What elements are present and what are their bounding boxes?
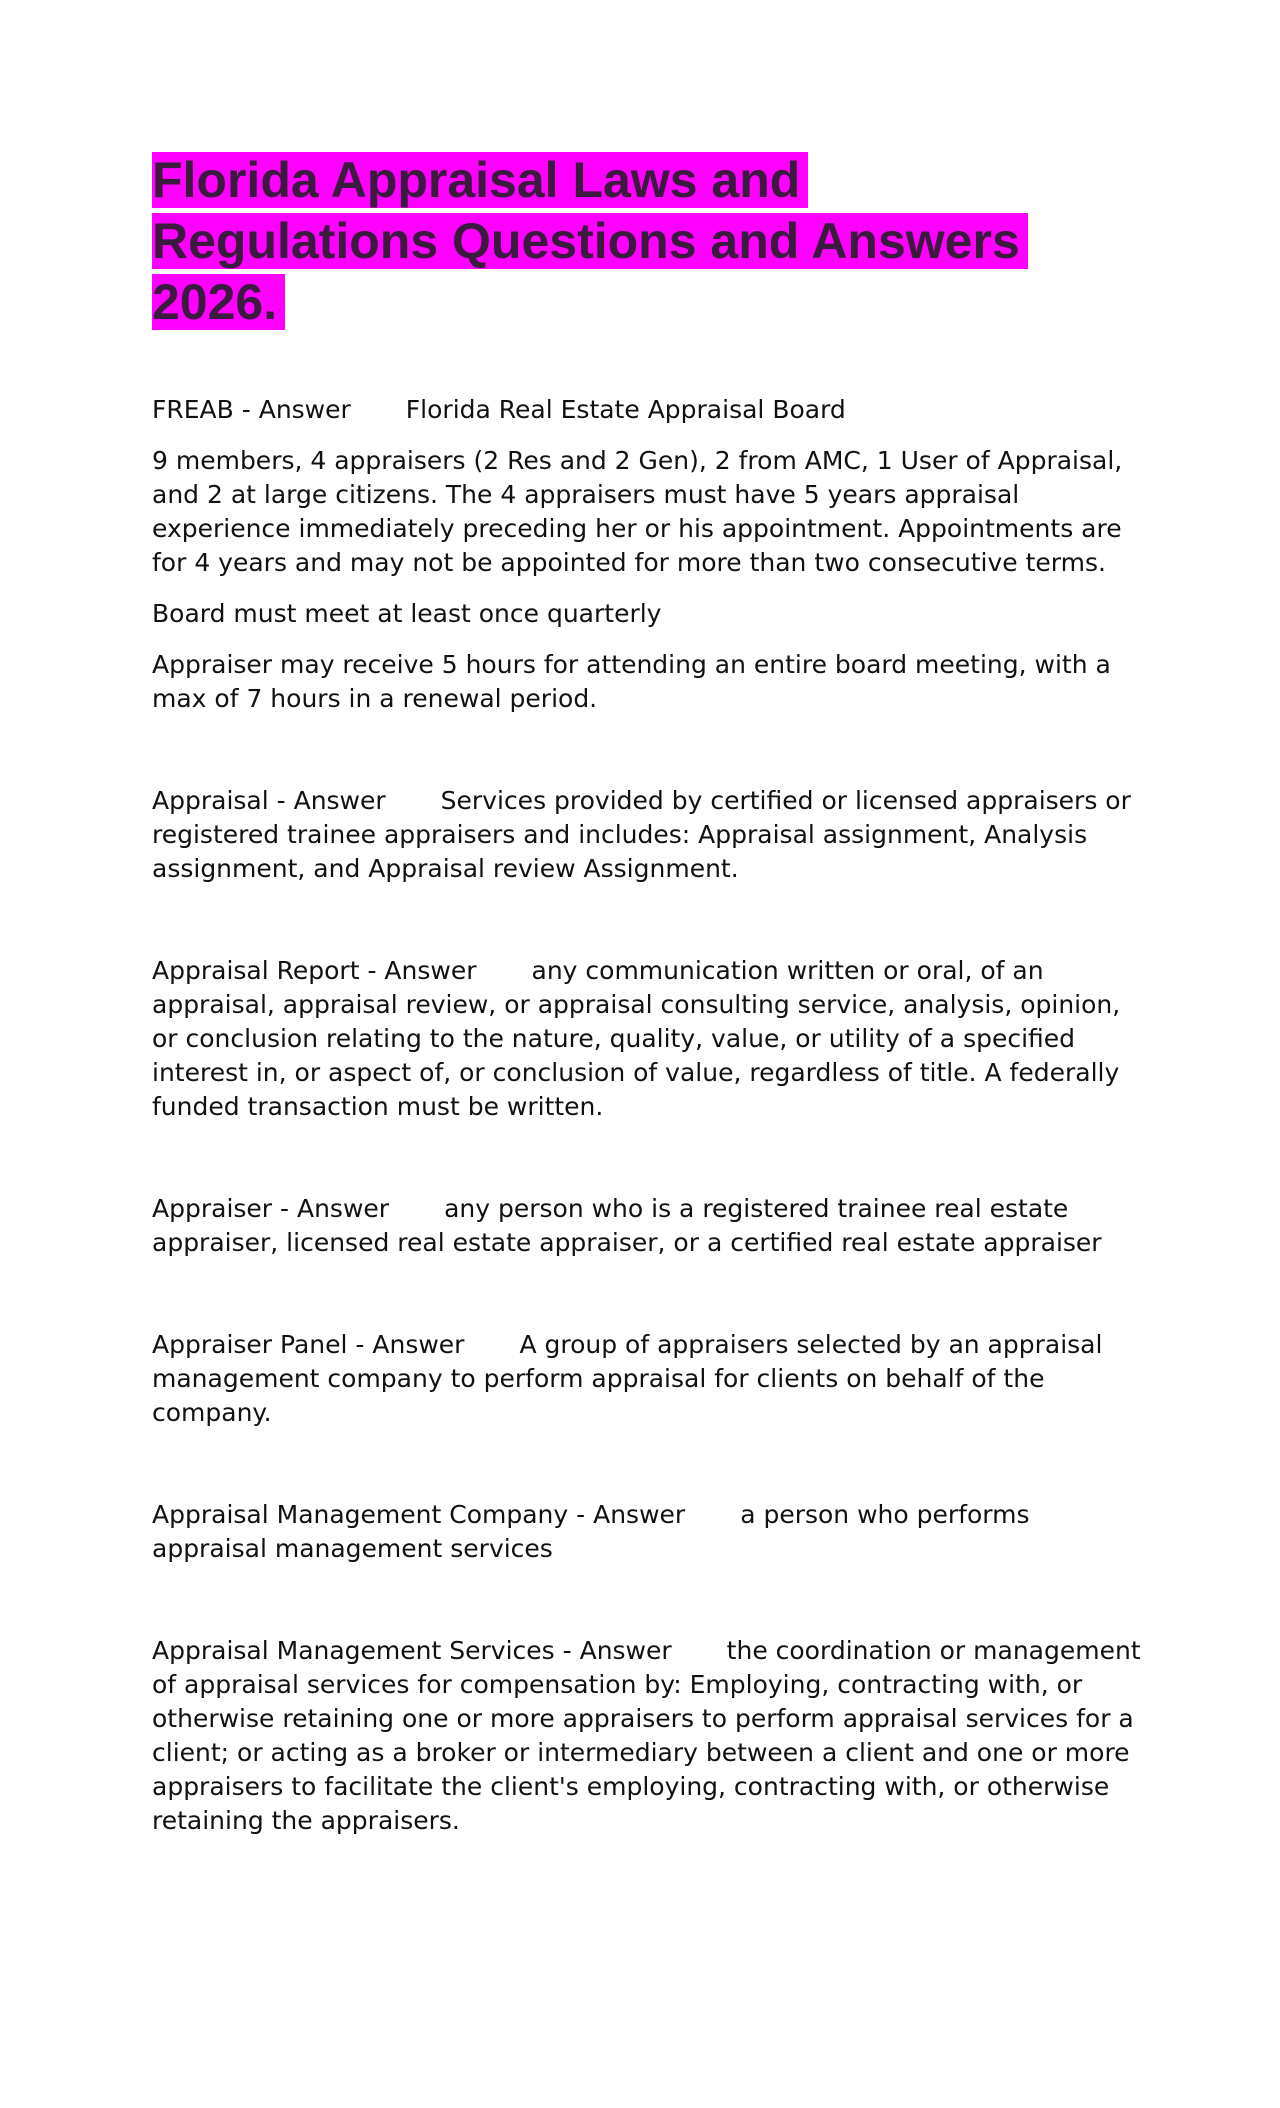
qa-line [152, 1328, 1142, 1430]
qa-line [152, 784, 1142, 886]
qa-definition: Services provided by certified or licensed appraisers or registered trainee appraisers and includes: Appraisal assignment, Analysis assignment, and Appraisal review Assignment. [152, 786, 1131, 883]
document-title [152, 150, 1142, 333]
qa-extra-paragraph: Appraiser may receive 5 hours for attending an entire board meeting, with a max of 7 hours in a renewal period. [152, 650, 1111, 713]
qa-entry-appraisal [152, 784, 1142, 886]
qa-entry-appraisal-report [152, 954, 1142, 1124]
qa-line [152, 1498, 1142, 1566]
qa-entry-appraisal-management-company [152, 1498, 1142, 1566]
qa-definition: any communication written or oral, of an appraisal, appraisal review, or appraisal consulting service, analysis, opinion, or conclusion relating to the nature, quality, value, or utility of a specified interest in, or aspect of, or conclusion of value, regardless of title. A federally funded transaction must be written. [152, 956, 1121, 1121]
qa-definition: the coordination or management of appraisal services for compensation by: Employing, contracting with, or otherwise retaining one or more appraisers to perform appraisal services for a client; or acting as a broker or intermediary between a client and one or more appraisers to facilitate the client's employing, contracting with, or otherwise retaining the appraisers. [152, 1636, 1141, 1835]
qa-definition: Florida Real Estate Appraisal Board [405, 395, 846, 424]
qa-extra-paragraph: 9 members, 4 appraisers (2 Res and 2 Gen), 2 from AMC, 1 User of Appraisal, and 2 at large citizens. The 4 appraisers must have 5 years appraisal experience immediately preceding her or his appointment. Appointments are for 4 years and may not be appointed for more than two consecutive terms. [152, 446, 1123, 577]
qa-definition: A group of appraisers selected by an appraisal management company to perform appraisal for clients on behalf of the company. [152, 1330, 1103, 1427]
qa-term: Appraisal Report - Answer [152, 956, 477, 985]
title-line-1: Florida Appraisal Laws and [152, 152, 808, 208]
qa-term: Appraisal Management Company - Answer [152, 1500, 686, 1529]
qa-definition: any person who is a registered trainee real estate appraiser, licensed real estate appraiser, or a certified real estate appraiser [152, 1194, 1102, 1257]
qa-line [152, 1634, 1142, 1838]
title-line-3: 2026. [152, 274, 285, 330]
qa-term: Appraiser - Answer [152, 1194, 390, 1223]
qa-extra-paragraph: Board must meet at least once quarterly [152, 599, 662, 628]
qa-line [152, 1192, 1142, 1260]
document-page [152, 150, 1142, 1855]
qa-entry-appraisal-management-services [152, 1634, 1142, 1838]
qa-entry-appraiser-panel [152, 1328, 1142, 1430]
qa-term: Appraiser Panel - Answer [152, 1330, 465, 1359]
qa-entry-appraiser [152, 1192, 1142, 1260]
qa-definition: a person who performs appraisal management services [152, 1500, 1030, 1563]
title-line-2: Regulations Questions and Answers [152, 213, 1028, 269]
qa-line [152, 393, 1142, 427]
qa-entry-freab [152, 393, 1142, 716]
qa-term: Appraisal - Answer [152, 786, 386, 815]
qa-line [152, 954, 1142, 1124]
qa-term: Appraisal Management Services - Answer [152, 1636, 672, 1665]
qa-term: FREAB - Answer [152, 395, 351, 424]
